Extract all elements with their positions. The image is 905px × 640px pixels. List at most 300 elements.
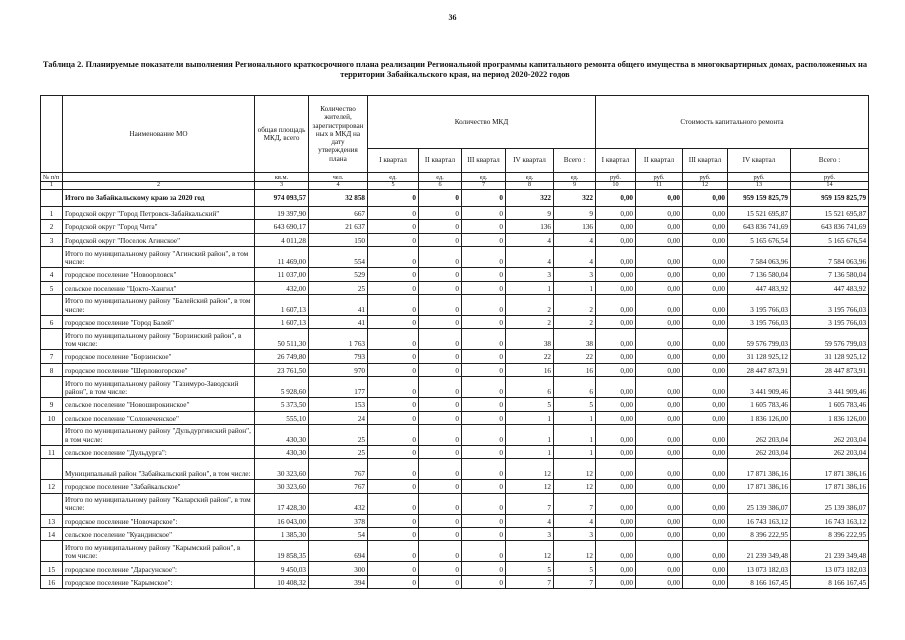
- row-number-cell: [41, 294, 63, 315]
- repair-cost-q2-cell: 0,00: [636, 294, 683, 315]
- table-row: [41, 575, 869, 588]
- mkd-count-q2-cell: 0: [419, 294, 462, 315]
- header-mo-name: Наименование МО: [63, 96, 255, 173]
- repair-cost-q3-cell: 0,00: [683, 575, 728, 588]
- column-number-cell: 8: [506, 182, 554, 190]
- repair-cost-q4-cell: 262 203,04: [728, 445, 791, 458]
- mkd-count-q3-cell: 0: [462, 541, 506, 562]
- repair-cost-q1-cell: 0,00: [596, 411, 636, 424]
- repair-cost-q3-cell: 0,00: [683, 562, 728, 575]
- mkd-count-q3-cell: 0: [462, 514, 506, 527]
- mo-name-cell: сельское поселение "Куандинское": [63, 528, 255, 541]
- mo-name-cell: городское поселение "Новочарское":: [63, 514, 255, 527]
- total-area-cell: 26 749,80: [255, 350, 309, 363]
- header-repair-cost-group: Стоимость капитального ремонта: [596, 96, 869, 149]
- repair-cost-q1-cell: 0,00: [596, 207, 636, 220]
- table-row: [41, 398, 869, 411]
- mkd-count-q1-cell: 0: [368, 281, 419, 294]
- column-number-cell: 12: [683, 182, 728, 190]
- repair-cost-q2-cell: 0,00: [636, 541, 683, 562]
- repair-cost-total-cell: 8 166 167,45: [791, 575, 869, 588]
- repair-cost-q4-cell: 3 195 766,03: [728, 294, 791, 315]
- repair-cost-q3-cell: 0,00: [683, 281, 728, 294]
- mkd-count-q1-cell: 0: [368, 528, 419, 541]
- mkd-count-q4-cell: 3: [506, 528, 554, 541]
- repair-cost-q2-cell: 0,00: [636, 493, 683, 514]
- repair-cost-q3-cell: 0,00: [683, 315, 728, 328]
- table-row: [41, 411, 869, 424]
- header-mkd-total: Всего :: [554, 149, 596, 173]
- repair-cost-q2-cell: 0,00: [636, 220, 683, 233]
- header-residents: Количество жителей, зарегистрированных в МКД на дату утверждения плана: [309, 96, 368, 173]
- repair-cost-q4-cell: 28 447 873,91: [728, 363, 791, 376]
- repair-cost-total-cell: 5 165 676,54: [791, 233, 869, 246]
- repair-cost-q2-cell: 0,00: [636, 350, 683, 363]
- table-row: [41, 268, 869, 281]
- repair-cost-q2-cell: 0,00: [636, 480, 683, 493]
- table-row: [41, 363, 869, 376]
- mkd-count-q1-cell: 0: [368, 294, 419, 315]
- mkd-count-q2-cell: 0: [419, 398, 462, 411]
- repair-cost-total-cell: 59 576 799,03: [791, 329, 869, 350]
- residents-cell: 41: [309, 315, 368, 328]
- repair-cost-q2-cell: 0,00: [636, 445, 683, 458]
- mkd-count-total-cell: 1: [554, 445, 596, 458]
- table-row: [41, 281, 869, 294]
- column-number-cell: 14: [791, 182, 869, 190]
- mo-name-cell: Итого по муниципальному району "Карымский район", в том числе:: [63, 541, 255, 562]
- repair-cost-q4-cell: 25 139 386,07: [728, 493, 791, 514]
- grand-total-row: [41, 190, 869, 207]
- repair-cost-q2-cell: 0,00: [636, 247, 683, 268]
- row-number-cell: [41, 377, 63, 398]
- repair-cost-q1-cell: 0,00: [596, 377, 636, 398]
- mo-name-cell: Итого по муниципальному району "Дульдургинский район", в том числе:: [63, 424, 255, 445]
- mo-name-cell: городское поселение "Борзинское": [63, 350, 255, 363]
- mkd-count-q3-cell: 0: [462, 233, 506, 246]
- total-area-cell: 50 511,30: [255, 329, 309, 350]
- mkd-count-q1-cell: 0: [368, 363, 419, 376]
- total-area-cell: 10 408,32: [255, 575, 309, 588]
- total-area-cell: 17 428,30: [255, 493, 309, 514]
- repair-cost-q3-cell: 0,00: [683, 350, 728, 363]
- header-mkd-q1: I квартал: [368, 149, 419, 173]
- repair-cost-q4-cell: 31 128 925,12: [728, 350, 791, 363]
- total-area-cell: 19 397,90: [255, 207, 309, 220]
- repair-cost-total-cell: 1 605 783,46: [791, 398, 869, 411]
- mkd-count-q1-cell: 0: [368, 541, 419, 562]
- header-mkd-q3: III квартал: [462, 149, 506, 173]
- mkd-count-total-cell: 4: [554, 514, 596, 527]
- repair-cost-q2-cell: 0,00: [636, 575, 683, 588]
- row-number-cell: 7: [41, 350, 63, 363]
- mkd-count-q4-cell: 38: [506, 329, 554, 350]
- repair-cost-q1-cell: 0,00: [596, 445, 636, 458]
- repair-cost-q2-cell: 0,00: [636, 190, 683, 207]
- mkd-count-q2-cell: 0: [419, 411, 462, 424]
- repair-cost-q4-cell: 17 871 386,16: [728, 480, 791, 493]
- unit-cell: ед.: [554, 173, 596, 182]
- mkd-count-q1-cell: 0: [368, 514, 419, 527]
- mkd-count-q3-cell: 0: [462, 220, 506, 233]
- residents-cell: 300: [309, 562, 368, 575]
- table-row: [41, 445, 869, 458]
- mkd-count-total-cell: 6: [554, 377, 596, 398]
- unit-cell: руб.: [636, 173, 683, 182]
- repair-cost-q4-cell: 262 203,04: [728, 424, 791, 445]
- mo-name-cell: Городской округ "Поселок Агинское": [63, 233, 255, 246]
- row-number-cell: [41, 190, 63, 207]
- header-mkd-count-group: Количество МКД: [368, 96, 596, 149]
- residents-cell: 378: [309, 514, 368, 527]
- repair-cost-q2-cell: 0,00: [636, 411, 683, 424]
- repair-cost-total-cell: 15 521 695,87: [791, 207, 869, 220]
- residents-cell: 1 763: [309, 329, 368, 350]
- residents-cell: 25: [309, 424, 368, 445]
- repair-cost-q1-cell: 0,00: [596, 562, 636, 575]
- mkd-count-q3-cell: 0: [462, 411, 506, 424]
- mkd-count-q4-cell: 322: [506, 190, 554, 207]
- repair-cost-q3-cell: 0,00: [683, 528, 728, 541]
- residents-cell: 394: [309, 575, 368, 588]
- row-number-cell: 15: [41, 562, 63, 575]
- repair-cost-q2-cell: 0,00: [636, 281, 683, 294]
- mkd-count-q4-cell: 1: [506, 281, 554, 294]
- mkd-count-q4-cell: 7: [506, 575, 554, 588]
- mo-name-cell: сельское поселение "Новоширокинское": [63, 398, 255, 411]
- residents-cell: 432: [309, 493, 368, 514]
- repair-cost-q2-cell: 0,00: [636, 459, 683, 480]
- repair-cost-total-cell: 17 871 386,16: [791, 480, 869, 493]
- units-row: [41, 173, 869, 182]
- mkd-count-q2-cell: 0: [419, 575, 462, 588]
- unit-cell: руб.: [683, 173, 728, 182]
- repair-cost-total-cell: 643 836 741,69: [791, 220, 869, 233]
- repair-cost-q2-cell: 0,00: [636, 398, 683, 411]
- mkd-count-q1-cell: 0: [368, 247, 419, 268]
- mkd-count-q2-cell: 0: [419, 528, 462, 541]
- residents-cell: 150: [309, 233, 368, 246]
- total-area-cell: 5 373,50: [255, 398, 309, 411]
- residents-cell: 767: [309, 480, 368, 493]
- unit-cell: ед.: [368, 173, 419, 182]
- repair-cost-q3-cell: 0,00: [683, 480, 728, 493]
- repair-cost-q1-cell: 0,00: [596, 315, 636, 328]
- repair-cost-q3-cell: 0,00: [683, 398, 728, 411]
- repair-cost-q1-cell: 0,00: [596, 329, 636, 350]
- column-number-cell: 7: [462, 182, 506, 190]
- column-number-cell: 11: [636, 182, 683, 190]
- mkd-count-q1-cell: 0: [368, 480, 419, 493]
- mkd-count-q4-cell: 1: [506, 445, 554, 458]
- column-number-cell: 13: [728, 182, 791, 190]
- mkd-count-q2-cell: 0: [419, 220, 462, 233]
- row-number-cell: [41, 541, 63, 562]
- repair-cost-q1-cell: 0,00: [596, 528, 636, 541]
- residents-cell: 529: [309, 268, 368, 281]
- repair-cost-total-cell: 25 139 386,07: [791, 493, 869, 514]
- repair-cost-q1-cell: 0,00: [596, 424, 636, 445]
- column-number-cell: 9: [554, 182, 596, 190]
- mkd-count-q2-cell: 0: [419, 281, 462, 294]
- table-row: [41, 233, 869, 246]
- row-number-cell: 4: [41, 268, 63, 281]
- total-area-cell: 30 323,60: [255, 459, 309, 480]
- district-subtotal-row: [41, 424, 869, 445]
- row-number-cell: 10: [41, 411, 63, 424]
- mkd-count-q3-cell: 0: [462, 493, 506, 514]
- repair-cost-q4-cell: 15 521 695,87: [728, 207, 791, 220]
- mo-name-cell: городское поселение "Забайкальское": [63, 480, 255, 493]
- repair-cost-q2-cell: 0,00: [636, 377, 683, 398]
- mkd-count-q4-cell: 12: [506, 459, 554, 480]
- mkd-count-q1-cell: 0: [368, 575, 419, 588]
- mkd-count-total-cell: 2: [554, 294, 596, 315]
- total-area-cell: 11 469,00: [255, 247, 309, 268]
- header-mkd-q4: IV квартал: [506, 149, 554, 173]
- page-number: 36: [448, 13, 457, 22]
- unit-cell: ед.: [462, 173, 506, 182]
- repair-cost-q3-cell: 0,00: [683, 493, 728, 514]
- repair-cost-total-cell: 28 447 873,91: [791, 363, 869, 376]
- residents-cell: 41: [309, 294, 368, 315]
- table-row: [41, 315, 869, 328]
- mkd-count-q4-cell: 5: [506, 562, 554, 575]
- unit-cell: кв.м.: [255, 173, 309, 182]
- mo-name-cell: Итого по муниципальному району "Борзинский район", в том числе:: [63, 329, 255, 350]
- mkd-count-total-cell: 322: [554, 190, 596, 207]
- header-cost-q2: II квартал: [636, 149, 683, 173]
- mkd-count-q4-cell: 1: [506, 411, 554, 424]
- row-number-cell: [41, 247, 63, 268]
- mkd-count-total-cell: 16: [554, 363, 596, 376]
- mkd-count-q4-cell: 2: [506, 315, 554, 328]
- repair-cost-total-cell: 7 136 580,04: [791, 268, 869, 281]
- repair-cost-q3-cell: 0,00: [683, 514, 728, 527]
- mkd-count-q3-cell: 0: [462, 459, 506, 480]
- row-number-cell: [41, 493, 63, 514]
- repair-cost-q4-cell: 3 195 766,03: [728, 315, 791, 328]
- repair-cost-q4-cell: 959 159 825,79: [728, 190, 791, 207]
- mkd-count-total-cell: 136: [554, 220, 596, 233]
- repair-cost-q4-cell: 643 836 741,69: [728, 220, 791, 233]
- mkd-count-q4-cell: 4: [506, 233, 554, 246]
- repair-cost-q1-cell: 0,00: [596, 268, 636, 281]
- repair-cost-q4-cell: 1 605 783,46: [728, 398, 791, 411]
- repair-cost-q1-cell: 0,00: [596, 294, 636, 315]
- mkd-count-q2-cell: 0: [419, 514, 462, 527]
- mkd-count-q3-cell: 0: [462, 207, 506, 220]
- mkd-count-total-cell: 3: [554, 268, 596, 281]
- mkd-count-q4-cell: 12: [506, 541, 554, 562]
- mkd-count-total-cell: 1: [554, 281, 596, 294]
- mkd-count-q3-cell: 0: [462, 575, 506, 588]
- residents-cell: 667: [309, 207, 368, 220]
- table-row: [41, 480, 869, 493]
- repair-cost-q4-cell: 8 166 167,45: [728, 575, 791, 588]
- mkd-count-total-cell: 4: [554, 247, 596, 268]
- repair-cost-q3-cell: 0,00: [683, 329, 728, 350]
- total-area-cell: 30 323,60: [255, 480, 309, 493]
- mkd-count-q1-cell: 0: [368, 329, 419, 350]
- repair-cost-q4-cell: 1 836 126,00: [728, 411, 791, 424]
- mo-name-cell: Итого по муниципальному району "Балейский район", в том числе:: [63, 294, 255, 315]
- repair-cost-q3-cell: 0,00: [683, 247, 728, 268]
- repair-cost-q1-cell: 0,00: [596, 363, 636, 376]
- mkd-count-total-cell: 1: [554, 424, 596, 445]
- residents-cell: 25: [309, 445, 368, 458]
- repair-cost-q3-cell: 0,00: [683, 424, 728, 445]
- mkd-count-q1-cell: 0: [368, 493, 419, 514]
- mkd-count-q3-cell: 0: [462, 268, 506, 281]
- total-area-cell: 1 607,13: [255, 315, 309, 328]
- mo-name-cell: городское поселение "Шерловогорское": [63, 363, 255, 376]
- district-subtotal-row: [41, 541, 869, 562]
- repair-cost-q3-cell: 0,00: [683, 445, 728, 458]
- mkd-count-total-cell: 5: [554, 398, 596, 411]
- repair-cost-q4-cell: 7 136 580,04: [728, 268, 791, 281]
- row-number-cell: 12: [41, 480, 63, 493]
- mkd-count-total-cell: 38: [554, 329, 596, 350]
- mkd-count-q1-cell: 0: [368, 398, 419, 411]
- column-number-cell: 3: [255, 182, 309, 190]
- table-row: [41, 514, 869, 527]
- repair-cost-q2-cell: 0,00: [636, 562, 683, 575]
- mkd-count-q2-cell: 0: [419, 247, 462, 268]
- district-subtotal-row: [41, 294, 869, 315]
- header-row-number: № п/п: [41, 173, 63, 182]
- mo-name-cell: Городской округ "Город Чита": [63, 220, 255, 233]
- unit-cell: ед.: [419, 173, 462, 182]
- mkd-count-q3-cell: 0: [462, 528, 506, 541]
- mkd-count-q1-cell: 0: [368, 411, 419, 424]
- repair-cost-q3-cell: 0,00: [683, 294, 728, 315]
- mkd-count-q2-cell: 0: [419, 315, 462, 328]
- repair-cost-total-cell: 3 195 766,03: [791, 294, 869, 315]
- mo-name-cell: сельское поселение "Солонеченское": [63, 411, 255, 424]
- unit-cell: ед.: [506, 173, 554, 182]
- repair-cost-q2-cell: 0,00: [636, 233, 683, 246]
- mkd-count-total-cell: 7: [554, 575, 596, 588]
- mkd-count-q3-cell: 0: [462, 294, 506, 315]
- repair-cost-q3-cell: 0,00: [683, 411, 728, 424]
- district-subtotal-row: [41, 377, 869, 398]
- mkd-count-q4-cell: 6: [506, 377, 554, 398]
- mo-name-cell: Городской округ "Город Петровск-Забайкальский": [63, 207, 255, 220]
- repair-cost-q1-cell: 0,00: [596, 575, 636, 588]
- mkd-count-q4-cell: 136: [506, 220, 554, 233]
- mkd-count-q1-cell: 0: [368, 233, 419, 246]
- repair-cost-q4-cell: 59 576 799,03: [728, 329, 791, 350]
- mkd-count-q1-cell: 0: [368, 562, 419, 575]
- row-number-cell: 13: [41, 514, 63, 527]
- repair-cost-q4-cell: 21 239 349,48: [728, 541, 791, 562]
- residents-cell: 177: [309, 377, 368, 398]
- mkd-count-total-cell: 2: [554, 315, 596, 328]
- mkd-count-q2-cell: 0: [419, 233, 462, 246]
- mkd-count-q3-cell: 0: [462, 377, 506, 398]
- total-area-cell: 643 690,17: [255, 220, 309, 233]
- mkd-count-q2-cell: 0: [419, 480, 462, 493]
- repair-cost-q4-cell: 3 441 909,46: [728, 377, 791, 398]
- repair-cost-q1-cell: 0,00: [596, 220, 636, 233]
- header-mkd-q2: II квартал: [419, 149, 462, 173]
- row-number-cell: [41, 459, 63, 480]
- repair-cost-q4-cell: 7 584 063,96: [728, 247, 791, 268]
- mo-name-cell: Итого по Забайкальскому краю за 2020 год: [63, 190, 255, 207]
- mkd-count-q2-cell: 0: [419, 329, 462, 350]
- repair-cost-q1-cell: 0,00: [596, 247, 636, 268]
- header-total-area: общая площадь МКД, всего: [255, 96, 309, 173]
- repair-cost-total-cell: 31 128 925,12: [791, 350, 869, 363]
- mkd-count-q1-cell: 0: [368, 459, 419, 480]
- repair-cost-q3-cell: 0,00: [683, 541, 728, 562]
- mkd-count-q3-cell: 0: [462, 281, 506, 294]
- repair-cost-q2-cell: 0,00: [636, 207, 683, 220]
- repair-cost-q4-cell: 447 483,92: [728, 281, 791, 294]
- repair-cost-q2-cell: 0,00: [636, 424, 683, 445]
- row-number-cell: 8: [41, 363, 63, 376]
- repair-cost-q3-cell: 0,00: [683, 190, 728, 207]
- mo-name-cell: городское поселение "Дарасунское":: [63, 562, 255, 575]
- residents-cell: 24: [309, 411, 368, 424]
- repair-cost-q3-cell: 0,00: [683, 220, 728, 233]
- total-area-cell: 11 037,00: [255, 268, 309, 281]
- mkd-count-q2-cell: 0: [419, 350, 462, 363]
- mkd-count-total-cell: 7: [554, 493, 596, 514]
- row-number-cell: [41, 329, 63, 350]
- table-title: Таблица 2. Планируемые показатели выполнения Регионального краткосрочного плана реализации Региональной программы капитального ремонта общего имущества в многоквартирных домах, расположенных на территории Забайкальского края, на период 2020-2022 годов: [42, 60, 868, 79]
- repair-cost-q1-cell: 0,00: [596, 493, 636, 514]
- table-row: [41, 562, 869, 575]
- mkd-count-q3-cell: 0: [462, 350, 506, 363]
- header-cost-q1: I квартал: [596, 149, 636, 173]
- mkd-count-q2-cell: 0: [419, 268, 462, 281]
- mo-name-cell: городское поселение "Город Балей": [63, 315, 255, 328]
- mkd-count-q1-cell: 0: [368, 220, 419, 233]
- repair-cost-total-cell: 447 483,92: [791, 281, 869, 294]
- repair-cost-total-cell: 3 195 766,03: [791, 315, 869, 328]
- total-area-cell: 5 928,60: [255, 377, 309, 398]
- row-number-cell: [41, 424, 63, 445]
- table-header: [41, 96, 869, 190]
- header-cost-q4: IV квартал: [728, 149, 791, 173]
- mkd-count-q3-cell: 0: [462, 190, 506, 207]
- mkd-count-q3-cell: 0: [462, 424, 506, 445]
- unit-cell: руб.: [596, 173, 636, 182]
- repair-cost-total-cell: 21 239 349,48: [791, 541, 869, 562]
- mo-name-cell: Муниципальный район "Забайкальский район", в том числе:: [63, 459, 255, 480]
- repair-cost-total-cell: 16 743 163,12: [791, 514, 869, 527]
- repair-cost-total-cell: 3 441 909,46: [791, 377, 869, 398]
- row-number-cell: 9: [41, 398, 63, 411]
- repair-cost-q1-cell: 0,00: [596, 281, 636, 294]
- header-num-blank: [41, 96, 63, 173]
- mkd-count-q2-cell: 0: [419, 363, 462, 376]
- mkd-count-total-cell: 5: [554, 562, 596, 575]
- repair-cost-q4-cell: 8 396 222,95: [728, 528, 791, 541]
- mkd-count-q2-cell: 0: [419, 459, 462, 480]
- mo-name-cell: городское поселение "Новоорловск": [63, 268, 255, 281]
- mkd-count-total-cell: 3: [554, 528, 596, 541]
- repair-cost-q1-cell: 0,00: [596, 459, 636, 480]
- residents-cell: 793: [309, 350, 368, 363]
- header-cost-q3: III квартал: [683, 149, 728, 173]
- unit-cell-blank: [63, 173, 255, 182]
- repair-cost-q2-cell: 0,00: [636, 315, 683, 328]
- repair-cost-q4-cell: 13 073 182,03: [728, 562, 791, 575]
- mkd-count-q1-cell: 0: [368, 350, 419, 363]
